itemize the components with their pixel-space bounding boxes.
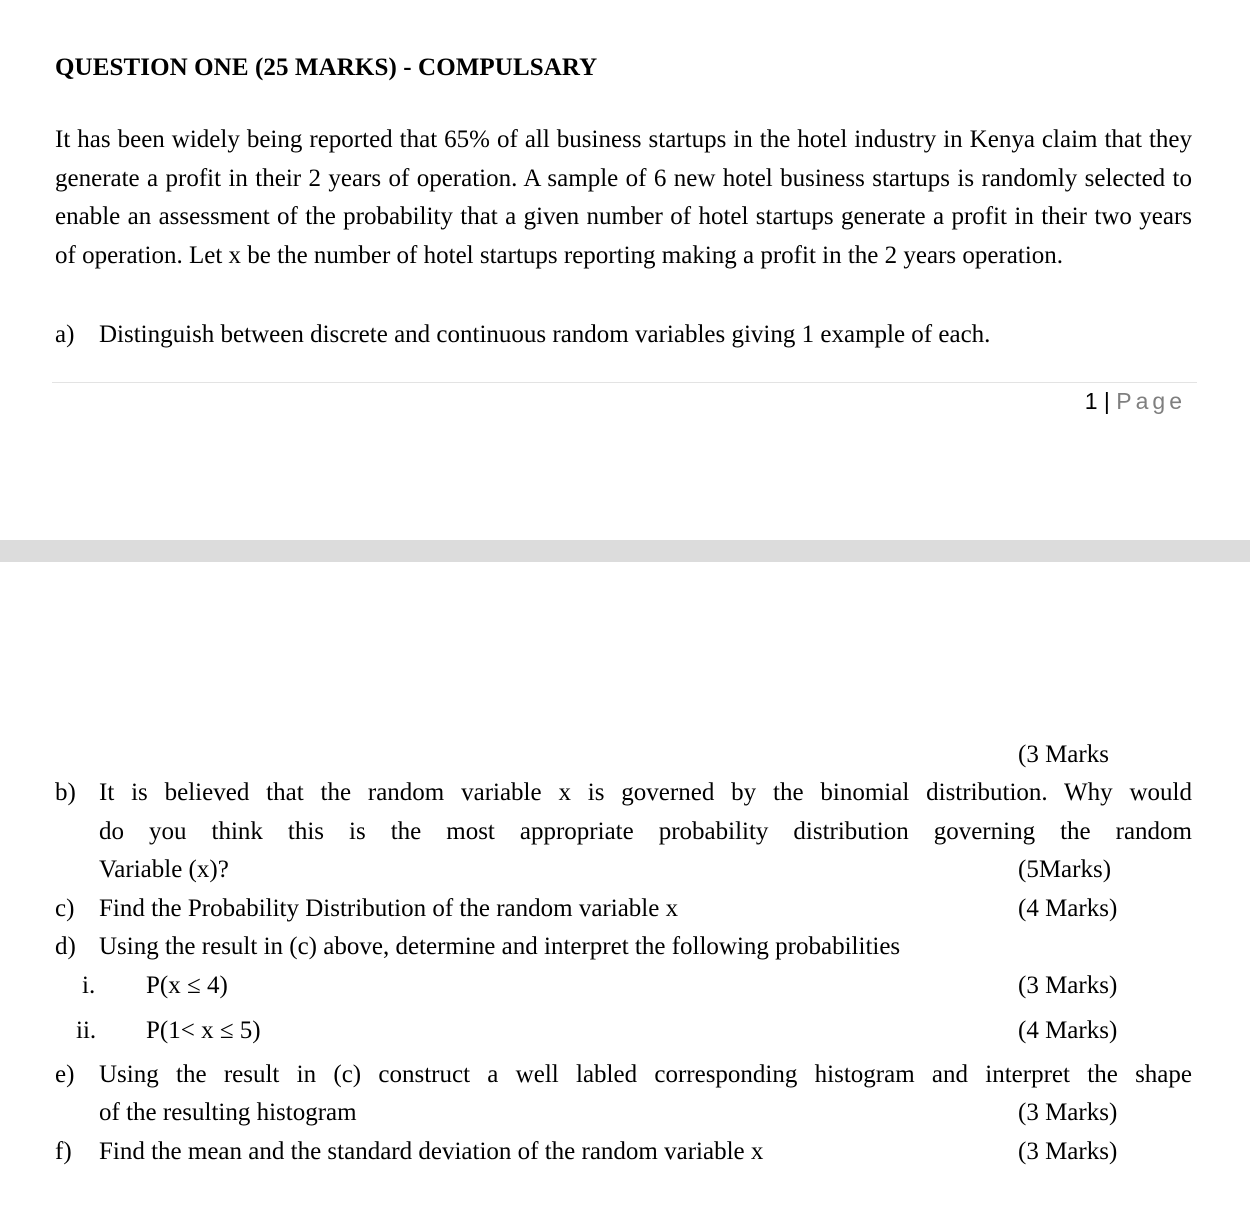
part-d-ii-expr: P(1< x ≤ 5) [146,1017,261,1044]
part-f-marks: (3 Marks) [1018,1138,1118,1165]
part-a [55,320,991,350]
part-b-line-3: Variable (x)? [99,856,229,883]
part-c-marks: (4 Marks) [1018,895,1118,922]
question-title: QUESTION ONE (25 MARKS) - COMPULSARY [55,54,598,81]
part-d-i-label: i. [82,972,96,999]
part-c-label: c) [55,895,75,922]
page-number: 1 [1084,388,1098,414]
part-d-i-marks: (3 Marks) [1018,972,1118,999]
page-1 [0,0,1250,540]
page-separator: | [1097,388,1117,414]
page-gap [0,540,1250,562]
part-e-line-2: of the resulting histogram [99,1099,357,1126]
part-d-label: d) [55,933,76,960]
part-a-marks: (3 Marks [1018,741,1109,768]
part-f-text: Find the mean and the standard deviation of the random variable x [99,1138,764,1165]
part-d-ii-label: ii. [76,1017,97,1044]
part-e-label: e) [55,1061,75,1088]
part-d-i-expr: P(x ≤ 4) [146,972,228,999]
footer-divider [52,382,1197,383]
part-a-label: a) [55,321,75,348]
part-b-label: b) [55,779,76,806]
part-b-marks: (5Marks) [1018,856,1112,883]
page-word: Page [1116,388,1186,414]
part-e-marks: (3 Marks) [1018,1099,1118,1126]
part-a-text: Distinguish between discrete and continuous random variables giving 1 example of each. [99,321,991,348]
page-footer [1085,388,1186,415]
part-d-ii-marks: (4 Marks) [1018,1017,1118,1044]
part-f-label: f) [55,1138,72,1165]
part-e-line-1: Using the result in (c) construct a well labled corresponding histogram and interpret the shape [99,1061,1192,1088]
part-d-text: Using the result in (c) above, determine and interpret the following probabilities [99,933,901,960]
intro-paragraph: It has been widely being reported that 65% of all business startups in the hotel industry in Kenya claim that they generate a profit in their 2 years of operation. A sample of 6 new hotel business startups is randomly selected to enable an assessment of the probability that a given number of hotel startups generate a profit in their two years of operation. Let x be the number of hotel startups reporting making a profit in the 2 years operation. [55,126,1192,270]
part-c-text: Find the Probability Distribution of the random variable x [99,895,679,922]
part-b-line-1: It is believed that the random variable x is governed by the binomial distribution. Why would [99,779,1192,806]
part-b-line-2: do you think this is the most appropriate probability distribution governing the random [99,818,1192,845]
